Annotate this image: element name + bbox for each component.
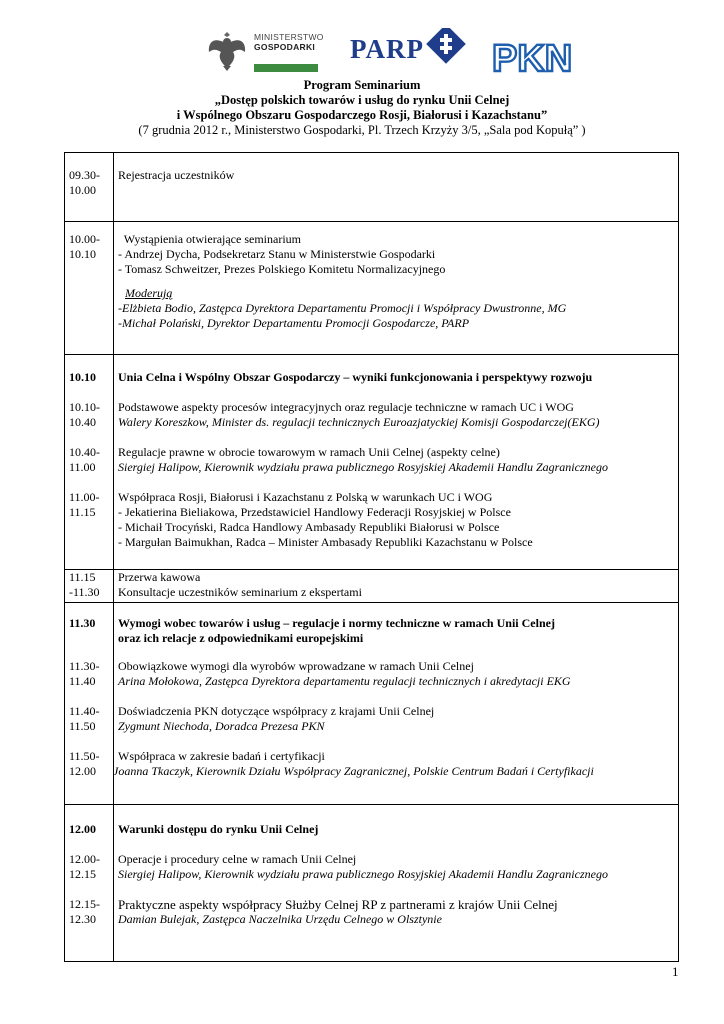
talk-title: Praktyczne aspekty współpracy Służby Celnej RP z partnerami z krajów Unii Celnej: [118, 897, 558, 912]
time-end: 12.00: [69, 764, 96, 778]
talk-title: Operacje i procedury celne w ramach Unii Celnej: [118, 852, 357, 866]
session-title: Konsultacje uczestników seminarium z ekspertami: [118, 585, 362, 599]
program-table: [64, 152, 679, 962]
time-cell: [65, 570, 114, 603]
pkn-logo-text: PKN: [492, 38, 573, 76]
speaker: Arina Mołokowa, Zastępca Dyrektora departamentu regulacji technicznych i akredytacji EKG: [118, 674, 571, 688]
time-end: -11.30: [69, 585, 100, 599]
speaker: Walery Koreszkow, Minister ds. regulacji technicznych Euroazjatyckiej Komisji Gospodarczej(EKG): [118, 415, 600, 429]
session-title: Rejestracja uczestników: [118, 168, 235, 182]
time-cell: [65, 153, 114, 222]
speaker: Zygmunt Niechoda, Doradca Prezesa PKN: [118, 719, 325, 733]
header-topic-line2: i Wspólnego Obszaru Gospodarczego Rosji, Białorusi i Kazachstanu”: [176, 108, 548, 122]
speaker: Siergiej Halipow, Kierownik wydziału prawa publicznego Rosyjskiej Akademii Handlu Zagranicznego: [118, 867, 608, 881]
time-start: 11.30-: [69, 659, 100, 673]
ministry-line1: MINISTERSTWO: [254, 32, 324, 42]
content-cell: [114, 222, 679, 355]
content-cell: [114, 355, 679, 570]
block-time: 12.00: [69, 822, 96, 836]
time-cell: [65, 222, 114, 355]
header-date-venue: (7 grudnia 2012 r., Ministerstwo Gospodarki, Pl. Trzech Krzyży 3/5, „Sala pod Kopułą” ): [138, 123, 586, 137]
ministry-logo-text: [254, 32, 324, 52]
ministry-green-bar: [254, 64, 318, 72]
time-start: 09.30-: [69, 168, 100, 182]
block-time: 10.10: [69, 370, 96, 384]
time-start: 11.50-: [69, 749, 100, 763]
talk-title: Współpraca Rosji, Białorusi i Kazachstanu z Polską w warunkach UC i WOG: [118, 490, 493, 504]
pkn-logo: [490, 38, 576, 76]
table-row: [65, 222, 679, 355]
table-row: [65, 570, 679, 603]
content-cell: [114, 603, 679, 805]
time-start: 11.40-: [69, 704, 100, 718]
time-start: 11.15: [69, 570, 96, 584]
content-cell: [114, 153, 679, 222]
time-start: 10.00-: [69, 232, 100, 246]
time-cell: [65, 603, 114, 805]
time-end: 11.50: [69, 719, 96, 733]
block-title: Wymogi wobec towarów i usług – regulacje i normy techniczne w ramach Unii Celnej: [118, 616, 555, 630]
time-end: 12.30: [69, 912, 96, 926]
talk-title: Podstawowe aspekty procesów integracyjnych oraz regulacje techniczne w ramach UC i WOG: [118, 400, 574, 414]
parp-logo-text: PARP: [350, 34, 424, 64]
time-end: 10.10: [69, 247, 96, 261]
speaker: Joanna Tkaczyk, Kierownik Działu Współpracy Zagranicznej, Polskie Centrum Badań i Certyfikacji: [113, 764, 594, 778]
block-time: 11.30: [69, 616, 96, 630]
block-title: Unia Celna i Wspólny Obszar Gospodarczy – wyniki funkcjonowania i perspektywy rozwoju: [118, 370, 593, 384]
time-cell: [65, 355, 114, 570]
speaker: - Jekatierina Bieliakowa, Przedstawiciel Handlowy Federacji Rosyjskiej w Polsce: [118, 505, 511, 519]
talk-title: Regulacje prawne w obrocie towarowym w ramach Unii Celnej (aspekty celne): [118, 445, 500, 459]
header-topic-line1: „Dostęp polskich towarów i usług do rynku Unii Celnej: [214, 93, 510, 107]
speaker: - Michaił Trocyński, Radca Handlowy Ambasady Republiki Białorusi w Polsce: [118, 520, 500, 534]
time-start: 12.00-: [69, 852, 100, 866]
time-start: 11.00-: [69, 490, 100, 504]
moderator: -Elżbieta Bodio, Zastępca Dyrektora Departamentu Promocji i Współpracy Dwustronne, MG: [118, 301, 567, 315]
time-end: 12.15: [69, 867, 96, 881]
speaker: Siergiej Halipow, Kierownik wydziału prawa publicznego Rosyjskiej Akademii Handlu Zagranicznego: [118, 460, 608, 474]
time-end: 11.00: [69, 460, 96, 474]
table-row: [65, 603, 679, 805]
header-title: Program Seminarium: [303, 78, 421, 92]
time-end: 10.00: [69, 183, 96, 197]
time-start: 10.10-: [69, 400, 100, 414]
moderators-label: Moderują: [125, 286, 173, 300]
polish-eagle-icon: [206, 28, 248, 72]
table-row: [65, 355, 679, 570]
time-end: 11.40: [69, 674, 96, 688]
speaker: - Tomasz Schweitzer, Prezes Polskiego Komitetu Normalizacyjnego: [118, 262, 446, 276]
speaker: Damian Bulejak, Zastępca Naczelnika Urzędu Celnego w Olsztynie: [118, 912, 442, 926]
speaker: - Margułan Baimukhan, Radca – Minister Ambasady Republiki Kazachstanu w Polsce: [118, 535, 533, 549]
program-header: [0, 78, 724, 138]
block-title: oraz ich relacje z odpowiednikami europejskimi: [118, 631, 364, 645]
page-number: 1: [672, 964, 679, 979]
time-end: 10.40: [69, 415, 96, 429]
time-cell: [65, 805, 114, 962]
table-row: [65, 153, 679, 222]
time-end: 11.15: [69, 505, 96, 519]
session-title: Przerwa kawowa: [118, 570, 201, 584]
logo-bar: [0, 22, 724, 80]
time-start: 12.15-: [69, 897, 100, 911]
block-title: Warunki dostępu do rynku Unii Celnej: [118, 822, 319, 836]
speaker: - Andrzej Dycha, Podsekretarz Stanu w Ministerstwie Gospodarki: [118, 247, 436, 261]
content-cell: [114, 570, 679, 603]
time-start: 10.40-: [69, 445, 100, 459]
ministry-line2: GOSPODARKI: [254, 42, 316, 52]
table-row: [65, 805, 679, 962]
parp-mark-icon: [424, 28, 468, 68]
talk-title: Obowiązkowe wymogi dla wyrobów wprowadzane w ramach Unii Celnej: [118, 659, 474, 673]
talk-title: Współpraca w zakresie badań i certyfikacji: [118, 749, 325, 763]
moderator: -Michał Polański, Dyrektor Departamentu Promocji Gospodarcze, PARP: [118, 316, 470, 330]
content-cell: [114, 805, 679, 962]
talk-title: Doświadczenia PKN dotyczące współpracy z krajami Unii Celnej: [118, 704, 435, 718]
session-title: Wystąpienia otwierające seminarium: [118, 232, 301, 246]
